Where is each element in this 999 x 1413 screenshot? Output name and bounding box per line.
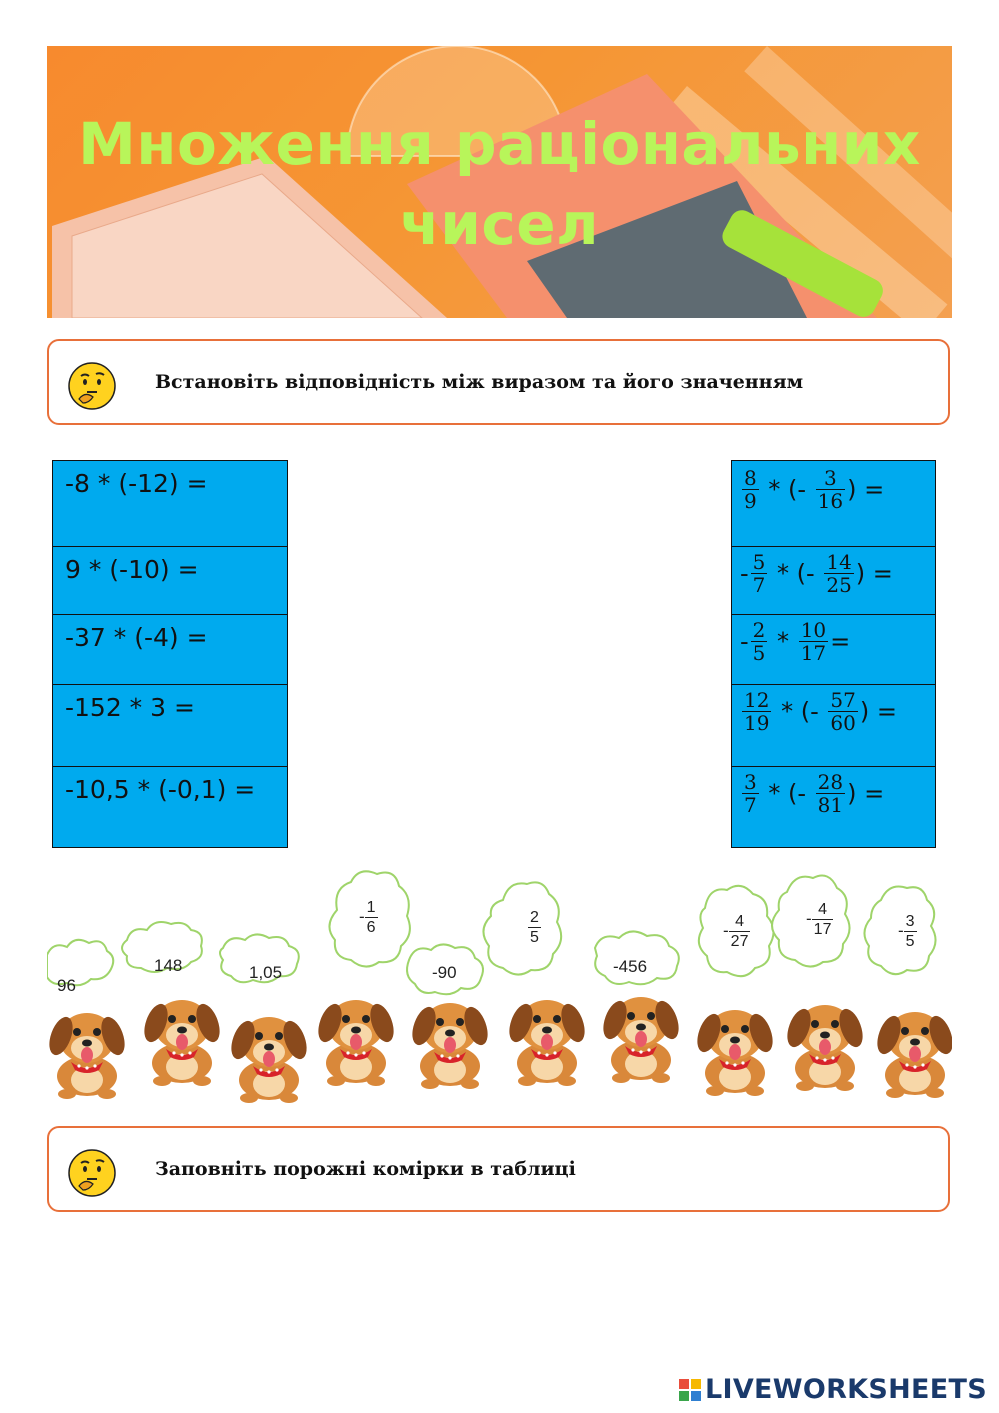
brand-name: LIVEWORKSHEETS	[704, 1374, 987, 1405]
footer-brand	[679, 1374, 987, 1405]
answer-options-area	[47, 870, 952, 1105]
answer-option[interactable]: $\frac{2}{5}$	[530, 909, 539, 946]
answer-option[interactable]: 1,05	[249, 963, 283, 982]
answer-option[interactable]: - $\frac{3}{5}$	[898, 913, 915, 950]
liveworksheets-logo-icon	[679, 1379, 701, 1401]
page-title-line1: Множення раціональних	[78, 110, 921, 178]
left-expression-cell	[52, 684, 288, 767]
answer-option[interactable]: - $\frac{4}{17}$	[806, 901, 832, 938]
expression-text: -152 * 3 =	[65, 693, 195, 722]
answer-option[interactable]: - $\frac{4}{27}$	[723, 913, 749, 950]
right-expression-cell: - $\frac{2}{5}$ * $\frac{10}{17}$ =	[731, 614, 936, 685]
right-expression-cell: - $\frac{5}{7}$ * (- $\frac{14}{25}$ ) =	[731, 546, 936, 615]
task-box-matching	[47, 339, 950, 425]
left-expression-cell	[52, 614, 288, 685]
left-expression-cell	[52, 546, 288, 615]
right-expression-cell: $\frac{12}{19}$ * (- $\frac{57}{60}$ ) =	[731, 684, 936, 767]
answer-option[interactable]: 96	[57, 976, 76, 995]
answer-option[interactable]: -456	[613, 957, 648, 976]
expression-text: -10,5 * (-0,1) =	[65, 775, 256, 804]
thinking-face-icon	[67, 361, 117, 411]
answer-option[interactable]: 148	[154, 956, 183, 975]
left-expression-cell	[52, 460, 288, 547]
expression-text: -37 * (-4) =	[65, 623, 208, 652]
thinking-face-icon	[67, 1148, 117, 1198]
right-expression-cell: $\frac{3}{7}$ * (- $\frac{28}{81}$ ) =	[731, 766, 936, 848]
page-title-line2: чисел	[399, 190, 600, 258]
task-box-fill-table	[47, 1126, 950, 1212]
task-instruction: Встановіть відповідність між виразом та його значенням	[155, 371, 804, 393]
right-expression-cell: $\frac{8}{9}$ * (- $\frac{3}{16}$ ) =	[731, 460, 936, 547]
answer-option[interactable]: - $\frac{1}{6}$	[359, 899, 376, 936]
header-banner	[47, 46, 952, 318]
task-instruction: Заповніть порожні комірки в таблиці	[155, 1158, 576, 1180]
left-expression-cell	[52, 766, 288, 848]
answer-option[interactable]: -90	[432, 963, 457, 982]
expression-text: 9 * (-10) =	[65, 555, 199, 584]
expression-text: -8 * (-12) =	[65, 469, 208, 498]
